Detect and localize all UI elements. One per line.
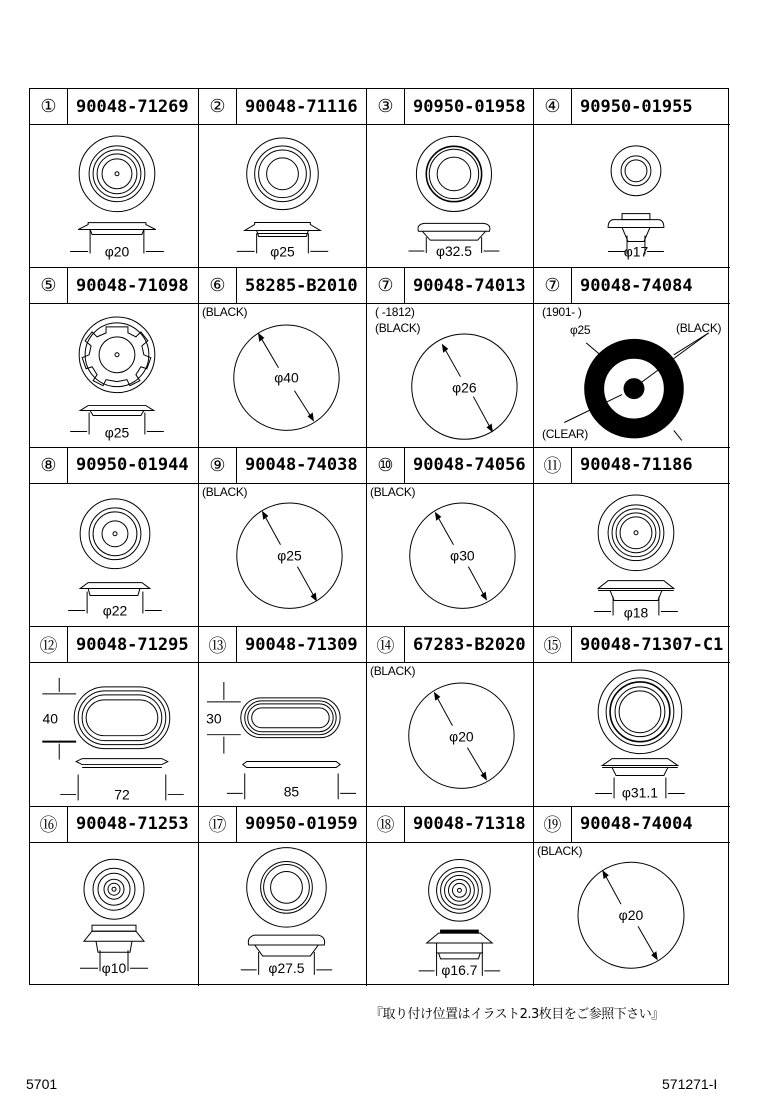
item-number: ③ — [367, 89, 405, 124]
svg-text:φ22: φ22 — [102, 602, 128, 619]
part-cell-1 — [30, 89, 199, 268]
svg-text:φ10: φ10 — [101, 959, 127, 976]
part-number: 90048-74013 — [413, 275, 526, 296]
item-number: ⑱ — [367, 807, 405, 842]
color-note: (BLACK) — [370, 664, 416, 679]
part-number: 90048-71098 — [76, 275, 189, 296]
page-code-right: 571271-I — [662, 1076, 718, 1092]
grommet-drawing — [199, 124, 366, 267]
svg-text:φ18: φ18 — [623, 604, 649, 621]
disc-drawing — [534, 842, 730, 986]
grommet-drawing — [534, 124, 730, 267]
part-cell-11 — [534, 448, 730, 627]
item-number: ⑯ — [30, 807, 68, 842]
page-code-left: 5701 — [26, 1076, 58, 1092]
grommet-drawing — [534, 662, 730, 805]
item-number: ⑦ — [367, 268, 405, 303]
item-number: ⑪ — [534, 448, 572, 483]
part-cell-12 — [30, 627, 199, 806]
svg-text:85: 85 — [283, 783, 300, 800]
part-number: 90048-74084 — [580, 275, 693, 296]
part-number: 58285-B2010 — [245, 275, 358, 296]
item-number: ⑮ — [534, 627, 572, 662]
part-number: 90048-71309 — [245, 634, 358, 655]
part-cell-7b — [534, 268, 730, 447]
color-note: (BLACK) — [202, 484, 248, 499]
item-number: ⑲ — [534, 807, 572, 842]
disc-drawing — [367, 303, 533, 446]
disc-drawing — [367, 662, 533, 805]
part-number: 90048-71307-C1 — [580, 634, 724, 655]
part-number: 90950-01958 — [413, 96, 526, 117]
svg-text:φ20: φ20 — [104, 243, 130, 260]
part-number: 90048-71186 — [580, 455, 693, 476]
item-number: ⑫ — [30, 627, 68, 662]
part-number: 90048-71269 — [76, 96, 189, 117]
disc-drawing — [199, 483, 366, 626]
disc-drawing — [199, 303, 366, 446]
parts-table — [29, 88, 729, 985]
item-number: ⑧ — [30, 448, 68, 483]
svg-text:φ40: φ40 — [274, 370, 299, 387]
svg-text:φ30: φ30 — [450, 547, 475, 564]
color-note: (BLACK) — [370, 484, 416, 499]
item-number: ⑭ — [367, 627, 405, 662]
part-cell-2 — [199, 89, 367, 268]
svg-text:φ26: φ26 — [452, 379, 477, 396]
black-label: (BLACK) — [676, 321, 722, 336]
part-cell-17 — [199, 807, 367, 986]
item-number: ④ — [534, 89, 572, 124]
item-number: ⑰ — [199, 807, 237, 842]
oval-grommet-drawing — [30, 662, 198, 805]
grommet-drawing — [534, 483, 730, 626]
part-number: 90048-74056 — [413, 455, 526, 476]
color-note: (BLACK) — [202, 305, 248, 320]
part-number: 90048-71116 — [245, 96, 358, 117]
date-range-note: ( -1812) — [375, 305, 415, 320]
svg-text:φ16.7: φ16.7 — [441, 961, 478, 978]
part-number: 90950-01955 — [580, 96, 693, 117]
item-number: ⑨ — [199, 448, 237, 483]
svg-text:72: 72 — [114, 786, 130, 803]
svg-text:φ20: φ20 — [449, 728, 474, 745]
part-cell-14 — [367, 627, 534, 806]
item-number: ② — [199, 89, 237, 124]
svg-text:40: 40 — [42, 710, 59, 727]
part-number: 90950-01959 — [245, 814, 358, 835]
grommet-drawing — [30, 124, 198, 267]
part-cell-3 — [367, 89, 534, 268]
color-note: (BLACK) — [375, 321, 421, 336]
item-number: ⑩ — [367, 448, 405, 483]
part-cell-5 — [30, 268, 199, 447]
color-note: (BLACK) — [537, 843, 583, 858]
grommet-drawing — [30, 842, 198, 986]
part-number: 90048-74038 — [245, 455, 358, 476]
part-cell-15 — [534, 627, 730, 806]
part-number: 90950-01944 — [76, 455, 189, 476]
dimension-label: φ25 — [570, 323, 591, 338]
part-cell-7a — [367, 268, 534, 447]
svg-text:φ17: φ17 — [623, 243, 649, 260]
part-number: 90048-71295 — [76, 634, 189, 655]
part-number: 67283-B2020 — [413, 634, 526, 655]
svg-text:φ25: φ25 — [270, 243, 295, 260]
part-cell-16 — [30, 807, 199, 986]
svg-text:φ25: φ25 — [277, 547, 302, 564]
installation-footnote: 『取り付け位置はイラスト2.3枚目をご参照下さい』 — [370, 1007, 664, 1022]
part-cell-18 — [367, 807, 534, 986]
grommet-drawing — [367, 124, 533, 267]
grommet-drawing — [30, 483, 198, 626]
part-number: 90048-74004 — [580, 814, 693, 835]
clear-label: (CLEAR) — [542, 427, 588, 442]
part-cell-8 — [30, 448, 199, 627]
item-number: ⑦ — [534, 268, 572, 303]
disc-drawing — [367, 483, 533, 626]
svg-text:φ27.5: φ27.5 — [268, 959, 305, 976]
item-number: ⑬ — [199, 627, 237, 662]
svg-text:φ31.1: φ31.1 — [621, 784, 659, 801]
part-cell-9 — [199, 448, 367, 627]
svg-text:φ32.5: φ32.5 — [436, 242, 472, 259]
part-number: 90048-71318 — [413, 814, 526, 835]
part-cell-6 — [199, 268, 367, 447]
item-number: ⑥ — [199, 268, 237, 303]
part-number: 90048-71253 — [76, 814, 189, 835]
oval-grommet-drawing — [199, 662, 366, 805]
part-cell-10 — [367, 448, 534, 627]
ring-drawing — [534, 303, 730, 446]
item-number: ① — [30, 89, 68, 124]
part-cell-19 — [534, 807, 730, 986]
svg-text:φ25: φ25 — [104, 424, 130, 441]
svg-text:30: 30 — [206, 710, 222, 727]
date-range-note: (1901- ) — [542, 305, 582, 320]
grommet-gear-drawing — [30, 303, 198, 446]
part-cell-4 — [534, 89, 730, 268]
svg-text:φ20: φ20 — [618, 906, 644, 923]
grommet-drawing — [367, 842, 533, 986]
part-cell-13 — [199, 627, 367, 806]
item-number: ⑤ — [30, 268, 68, 303]
grommet-drawing — [199, 842, 366, 986]
